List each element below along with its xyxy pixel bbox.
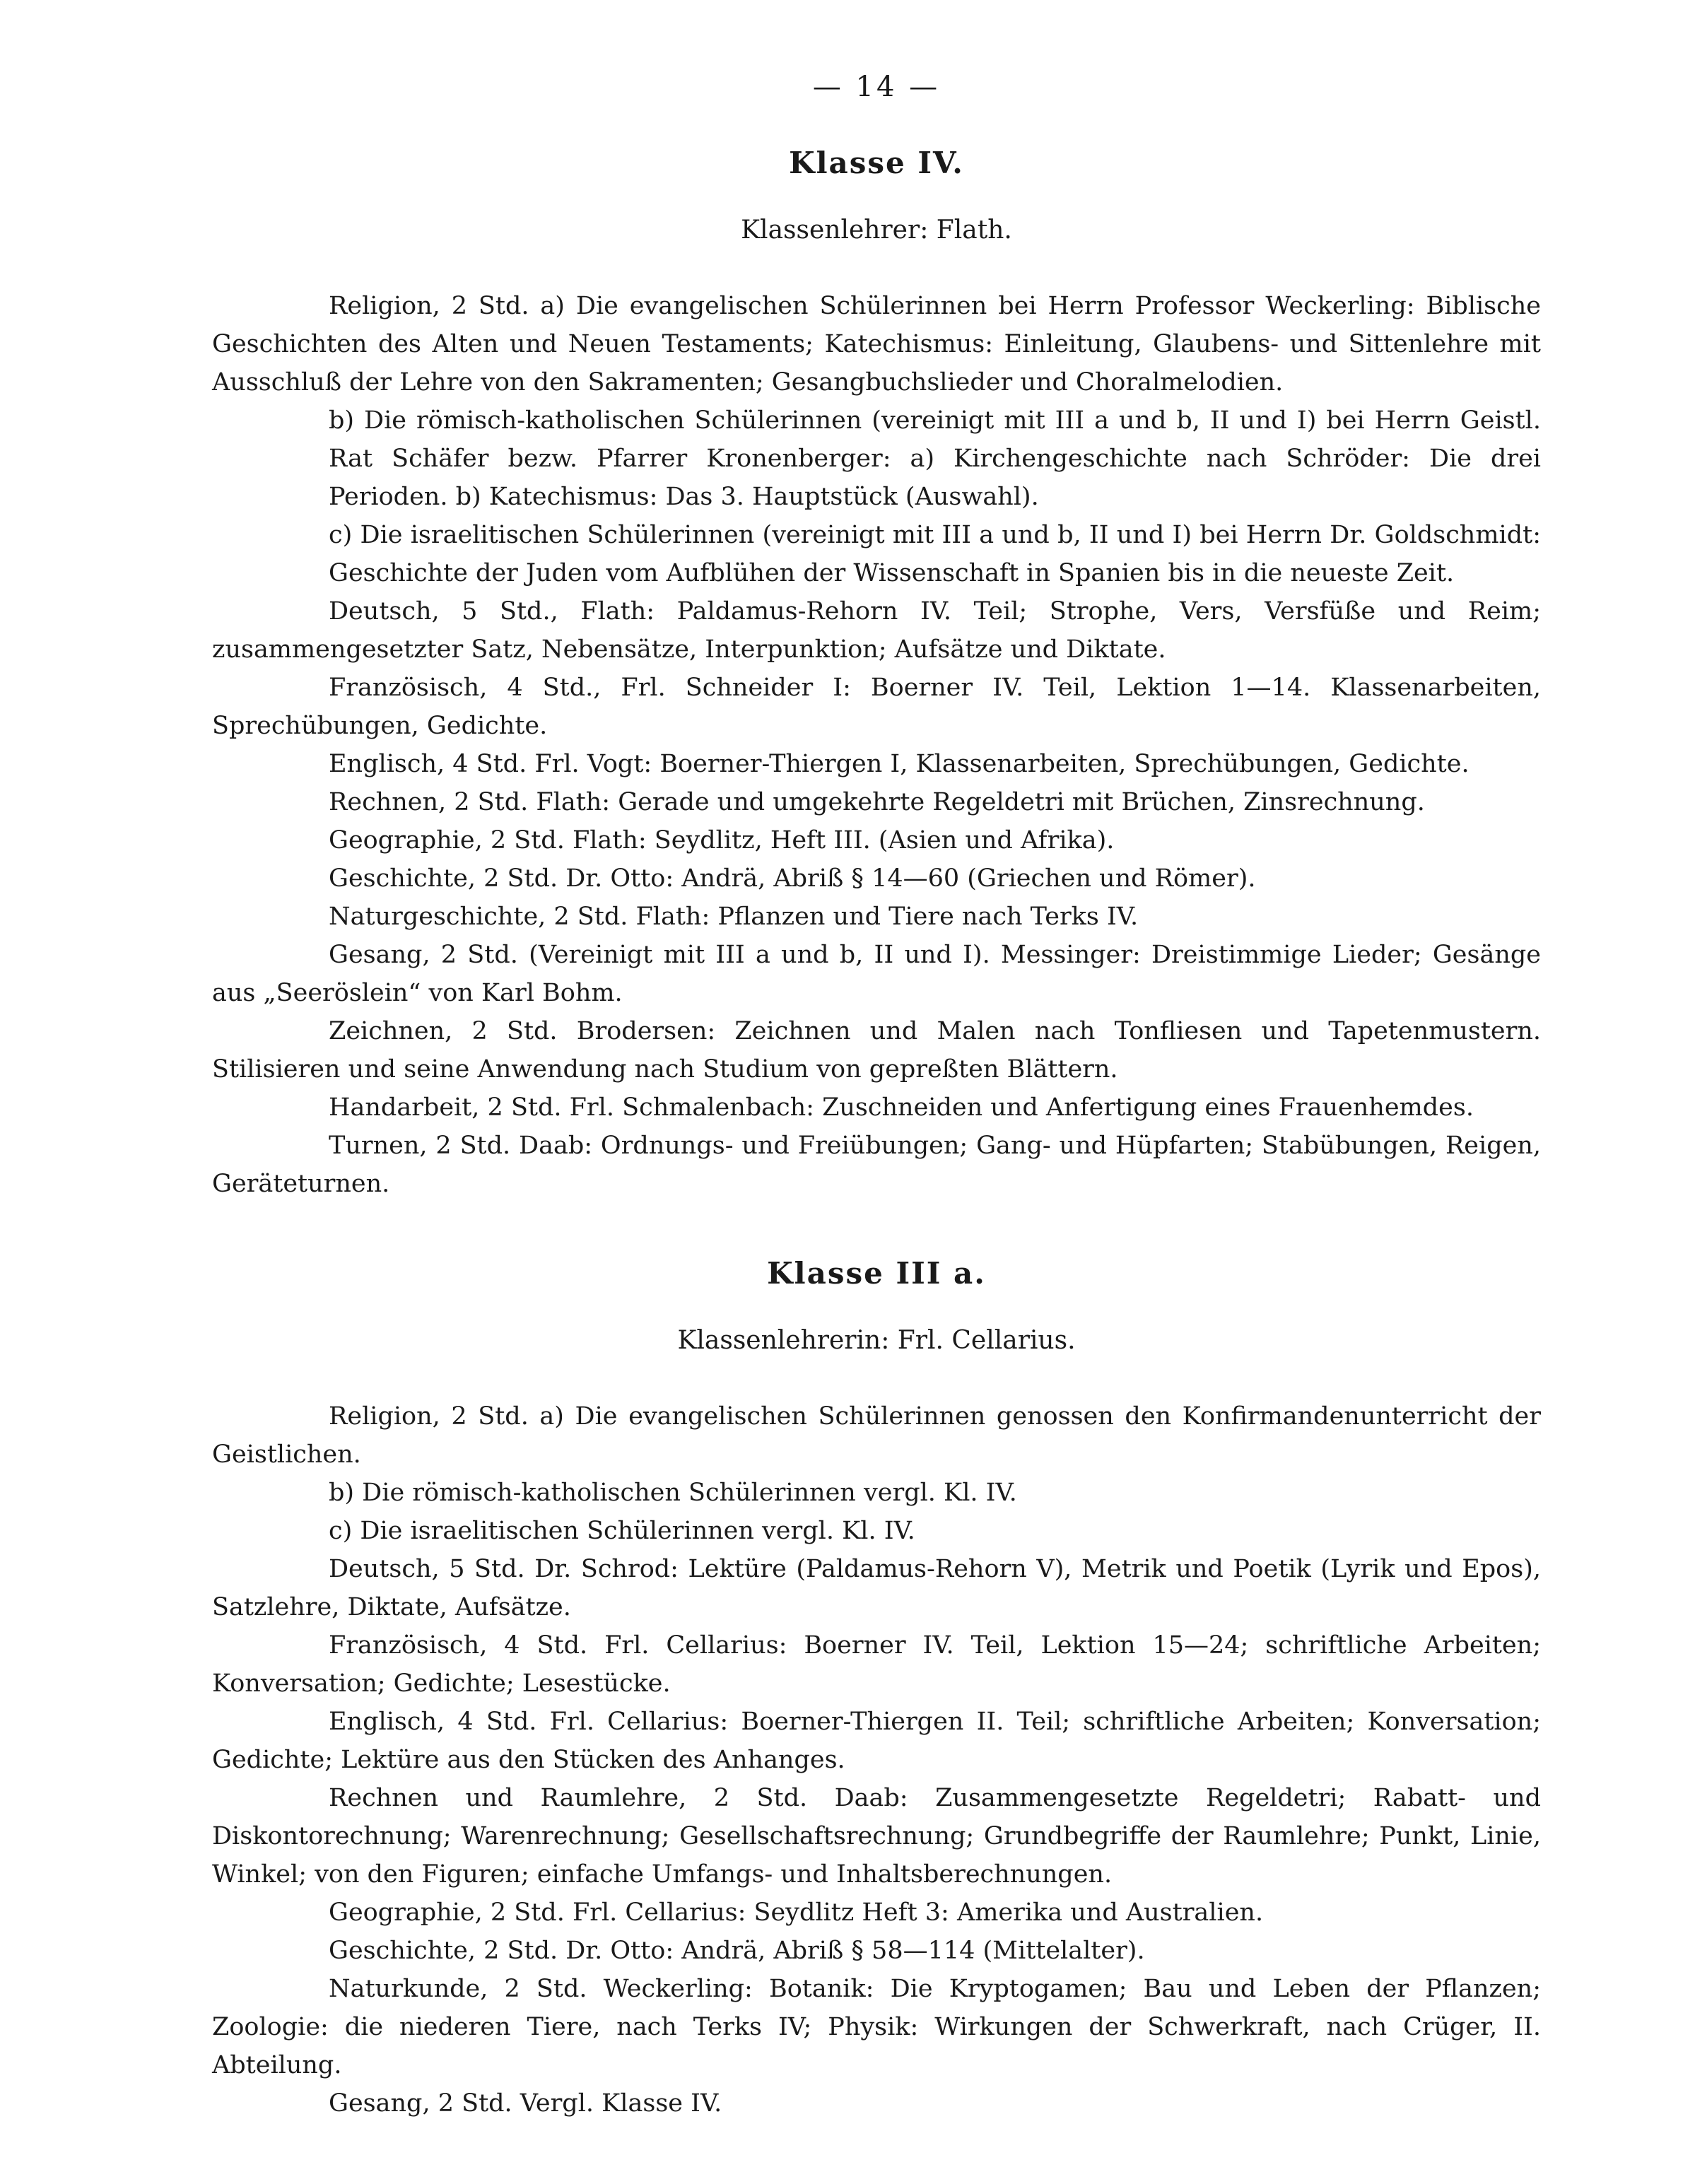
paragraph-englisch: Englisch, 4 Std. Frl. Cellarius: Boerner-Thiergen II. Teil; schriftliche Arbeiten; Konversation; Gedichte; Lektüre aus den Stücken des Anhanges.	[212, 1708, 1541, 1774]
paragraph-franzoesisch: Französisch, 4 Std. Frl. Cellarius: Boerner IV. Teil, Lektion 15—24; schriftliche Arbeiten; Konversation; Gedichte; Lesestücke.	[212, 1631, 1541, 1698]
paragraph-religion-c: c) Die israelitischen Schülerinnen (vereinigt mit III a und b, II und I) bei Herrn Dr. Goldschmidt: Geschichte der Juden vom Aufblühen der Wissenschaft in Spanien bis in die neueste Zeit.	[329, 521, 1541, 587]
class-teacher: Klassenlehrerin: Frl. Cellarius.	[677, 1326, 1076, 1355]
page-number: — 14 —	[812, 71, 941, 103]
class-teacher: Klassenlehrer: Flath.	[741, 216, 1012, 245]
paragraph-englisch: Englisch, 4 Std. Frl. Vogt: Boerner-Thiergen I, Klassenarbeiten, Sprechübungen, Gedichte.	[329, 750, 1470, 778]
paragraph-religion-c: c) Die israelitischen Schülerinnen vergl. Kl. IV.	[329, 1517, 915, 1545]
paragraph-geschichte: Geschichte, 2 Std. Dr. Otto: Andrä, Abriß § 14—60 (Griechen und Römer).	[329, 864, 1256, 893]
paragraph-geographie: Geographie, 2 Std. Flath: Seydlitz, Heft III. (Asien und Afrika).	[329, 826, 1115, 855]
paragraph-naturkunde: Naturkunde, 2 Std. Weckerling: Botanik: Die Kryptogamen; Bau und Leben der Pflanzen; Zoologie: die niederen Tiere, nach Terks IV; Physik: Wirkungen der Schwerkraft, nach Crüger, II. Abteilung.	[212, 1975, 1541, 2079]
paragraph-gesang: Gesang, 2 Std. Vergl. Klasse IV.	[329, 2089, 722, 2118]
section-klasse-iv	[212, 146, 1541, 1203]
paragraph-naturgeschichte: Naturgeschichte, 2 Std. Flath: Pflanzen und Tiere nach Terks IV.	[329, 903, 1139, 931]
paragraph-religion-b: b) Die römisch-katholischen Schülerinnen (vereinigt mit III a und b, II und I) bei Herrn Geistl. Rat Schäfer bezw. Pfarrer Kronenberger: a) Kirchengeschichte nach Schröder: Die drei Perioden. b) Katechismus: Das 3. Hauptstück (Auswahl).	[329, 406, 1541, 511]
section-klasse-iii-a	[212, 1256, 1541, 2123]
paragraph-franzoesisch: Französisch, 4 Std., Frl. Schneider I: Boerner IV. Teil, Lektion 1—14. Klassenarbeiten, Sprechübungen, Gedichte.	[212, 674, 1541, 740]
document-page	[212, 71, 1541, 2123]
section-divider	[212, 1203, 1541, 1256]
paragraph-geographie: Geographie, 2 Std. Frl. Cellarius: Seydlitz Heft 3: Amerika und Australien.	[329, 1898, 1264, 1927]
paragraph-gesang: Gesang, 2 Std. (Vereinigt mit III a und b, II und I). Messinger: Dreistimmige Lieder; Gesänge aus „Seeröslein“ von Karl Bohm.	[212, 941, 1541, 1007]
paragraph-deutsch: Deutsch, 5 Std. Dr. Schrod: Lektüre (Paldamus-Rehorn V), Metrik und Poetik (Lyrik und Epos), Satzlehre, Diktate, Aufsätze.	[212, 1555, 1541, 1621]
paragraph-rechnen: Rechnen, 2 Std. Flath: Gerade und umgekehrte Regeldetri mit Brüchen, Zinsrechnung.	[329, 788, 1425, 816]
paragraph-religion-b: b) Die römisch-katholischen Schülerinnen vergl. Kl. IV.	[329, 1479, 1017, 1507]
paragraph-deutsch: Deutsch, 5 Std., Flath: Paldamus-Rehorn IV. Teil; Strophe, Vers, Versfüße und Reim; zusammengesetzter Satz, Nebensätze, Interpunktion; Aufsätze und Diktate.	[212, 597, 1541, 664]
paragraph-geschichte: Geschichte, 2 Std. Dr. Otto: Andrä, Abriß § 58—114 (Mittelalter).	[329, 1937, 1145, 1965]
paragraph-religion: Religion, 2 Std. a) Die evangelischen Schülerinnen genossen den Konfirmandenunterricht der Geistlichen.	[212, 1402, 1541, 1469]
paragraph-handarbeit: Handarbeit, 2 Std. Frl. Schmalenbach: Zuschneiden und Anfertigung eines Frauenhemdes.	[329, 1093, 1474, 1122]
paragraph-zeichnen: Zeichnen, 2 Std. Brodersen: Zeichnen und Malen nach Tonfliesen und Tapetenmustern. Stilisieren und seine Anwendung nach Studium von gepreßten Blättern.	[212, 1017, 1541, 1084]
paragraph-religion: Religion, 2 Std. a) Die evangelischen Schülerinnen bei Herrn Professor Weckerling: Biblische Geschichten des Alten und Neuen Testaments; Katechismus: Einleitung, Glaubens- und Sittenlehre mit Ausschluß der Lehre von den Sakramenten; Gesangbuchslieder und Choralmelodien.	[212, 292, 1541, 397]
paragraph-turnen: Turnen, 2 Std. Daab: Ordnungs- und Freiübungen; Gang- und Hüpfarten; Stabübungen, Reigen, Geräteturnen.	[212, 1132, 1541, 1198]
section-heading: Klasse III a.	[767, 1256, 986, 1291]
section-heading: Klasse IV.	[789, 146, 964, 180]
paragraph-rechnen-raumlehre: Rechnen und Raumlehre, 2 Std. Daab: Zusammengesetzte Regeldetri; Rabatt- und Diskontorechnung; Warenrechnung; Gesellschaftsrechnung; Grundbegriffe der Raumlehre; Punkt, Linie, Winkel; von den Figuren; einfache Umfangs- und Inhaltsberechnungen.	[212, 1784, 1541, 1889]
